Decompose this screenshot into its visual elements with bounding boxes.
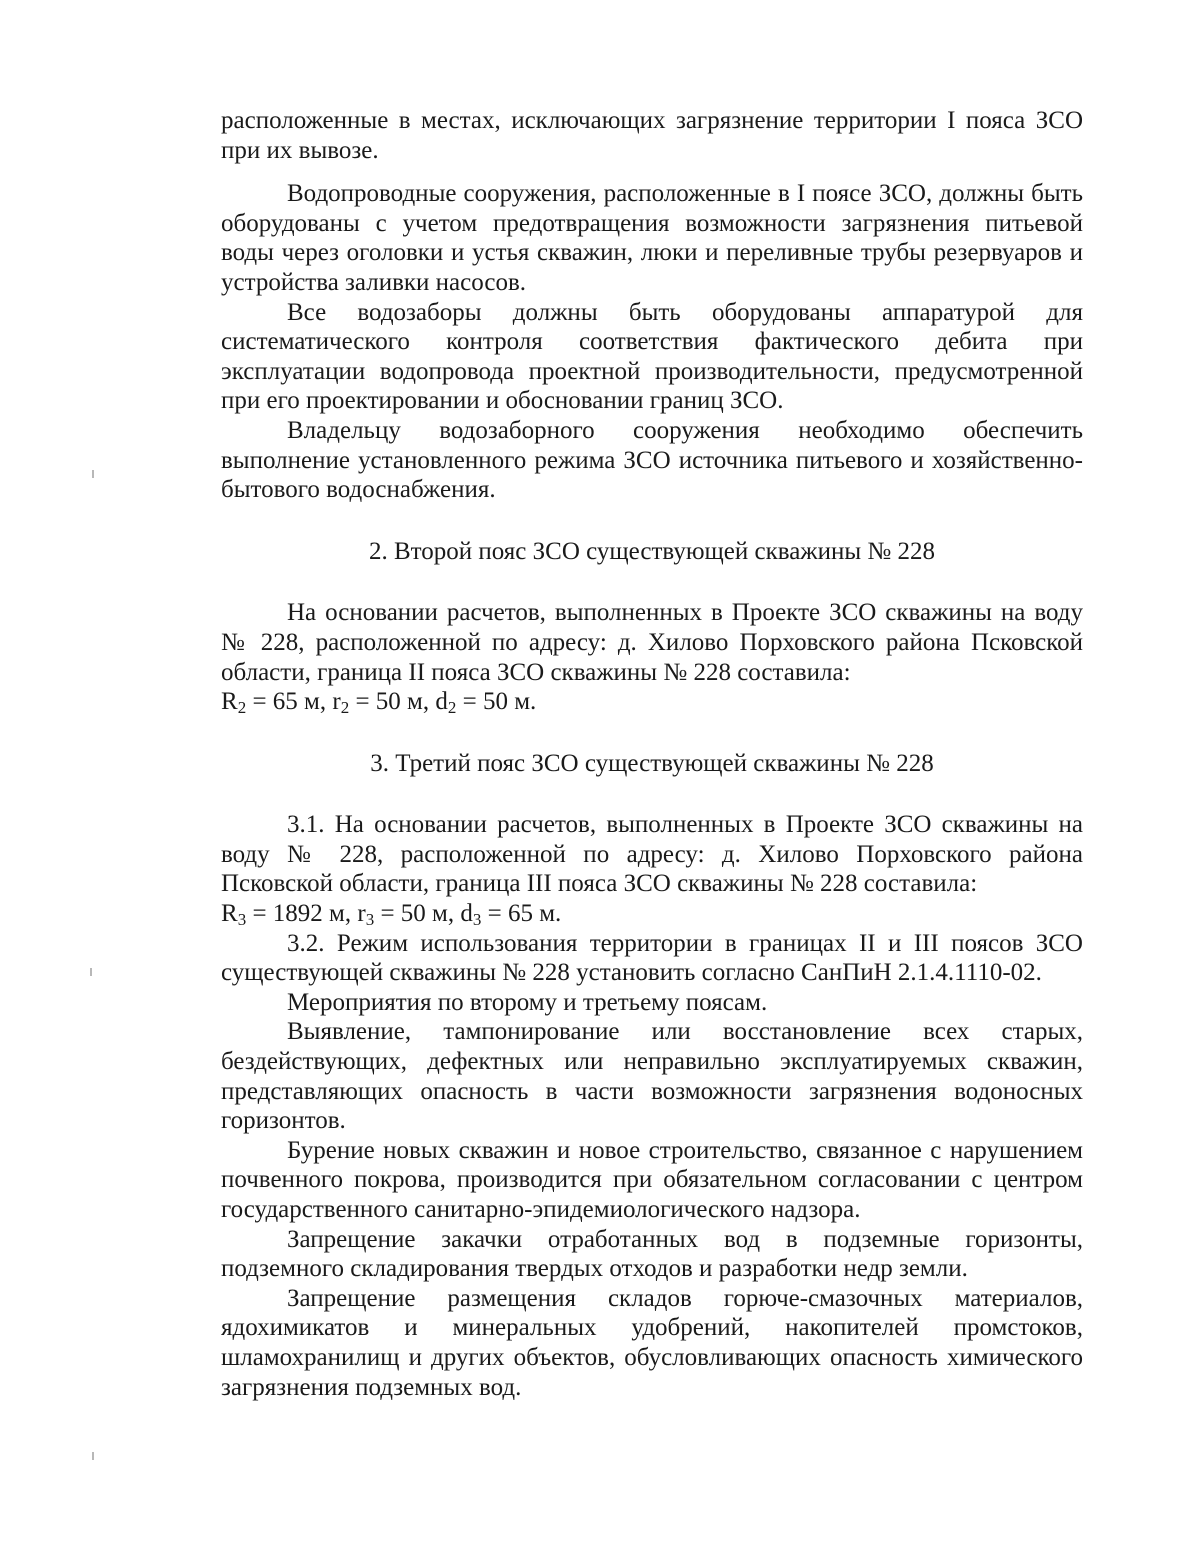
measure-item: Запрещение размещения складов горюче-смазочных материалов, ядохимикатов и минеральных удобрений, накопителей промстоков, шламохранилищ и других объектов, обусловливающих опасность химического загрязнения подземных вод. bbox=[221, 1284, 1083, 1401]
section-2-formula: $R_2 = 65$ м, $r_2 = 50$ м, $d_2 = 50$ м. bbox=[221, 688, 537, 718]
scan-speck bbox=[92, 1452, 94, 1460]
scan-speck bbox=[92, 470, 94, 478]
paragraph-owner-duty: Владельцу водозаборного сооружения необходимо обеспечить выполнение установленного режима ЗСО источника питьевого и хозяйственно-бытового водоснабжения. bbox=[221, 416, 1083, 504]
section-3-formula: $R_3 = 1892$ м, $r_3 = 50$ м, $d_3 = 65$ м. bbox=[221, 900, 562, 930]
section-3-heading: 3. Третий пояс ЗСО существующей скважины № 228 bbox=[370, 749, 934, 777]
measure-item: Выявление, тампонирование или восстановление всех старых, бездействующих, дефектных или неправильно эксплуатируемых скважин, представляющих опасность в части возможности загрязнения водоносных горизонтов. bbox=[221, 1018, 1083, 1135]
measure-item: Запрещение закачки отработанных вод в подземные горизонты, подземного складирования твердых отходов и разработки недр земли. bbox=[221, 1225, 1083, 1283]
measure-item: Бурение новых скважин и новое строительство, связанное с нарушением почвенного покрова, производится при обязательном согласовании с центром государственного санитарно-эпидемиологического надзора. bbox=[221, 1136, 1083, 1223]
section-3-1-text: 3.1. На основании расчетов, выполненных в Проекте ЗСО скважины на воду № 228, расположенной по адресу: д. Хилово Порховского района Псковской области, граница III пояса ЗСО скважины № 228 составила: bbox=[221, 811, 1083, 898]
section-2-heading: 2. Второй пояс ЗСО существующей скважины № 228 bbox=[368, 537, 935, 565]
paragraph-water-structures: Водопроводные сооружения, расположенные в I поясе ЗСО, должны быть оборудованы с учетом предотвращения возможности загрязнения питьевой воды через оголовки и устья скважин, люки и переливные трубы резервуаров и устройства заливки насосов. bbox=[221, 180, 1083, 296]
section-2-text: На основании расчетов, выполненных в Проекте ЗСО скважины на воду № 228, расположенной по адресу: д. Хилово Порховского района Псковской области, граница II пояса ЗСО скважины № 228 составила: bbox=[221, 599, 1083, 686]
document-page bbox=[221, 106, 1083, 1402]
paragraph-water-intakes: Все водозаборы должны быть оборудованы аппаратурой для систематического контроля соответствия фактического дебита при эксплуатации водопровода проектной производительности, предусмотренной при его проектировании и обосновании границ ЗСО. bbox=[221, 298, 1083, 415]
section-3-2-text: 3.2. Режим использования территории в границах II и III поясов ЗСО существующей скважины № 228 установить согласно СанПиН 2.1.4.1110-02. bbox=[221, 929, 1083, 987]
scan-speck bbox=[90, 968, 92, 976]
paragraph-continuation: расположенные в местах, исключающих загрязнение территории I пояса ЗСО при их вывозе. bbox=[221, 107, 1083, 164]
measures-title: Мероприятия по второму и третьему поясам. bbox=[287, 988, 768, 1016]
